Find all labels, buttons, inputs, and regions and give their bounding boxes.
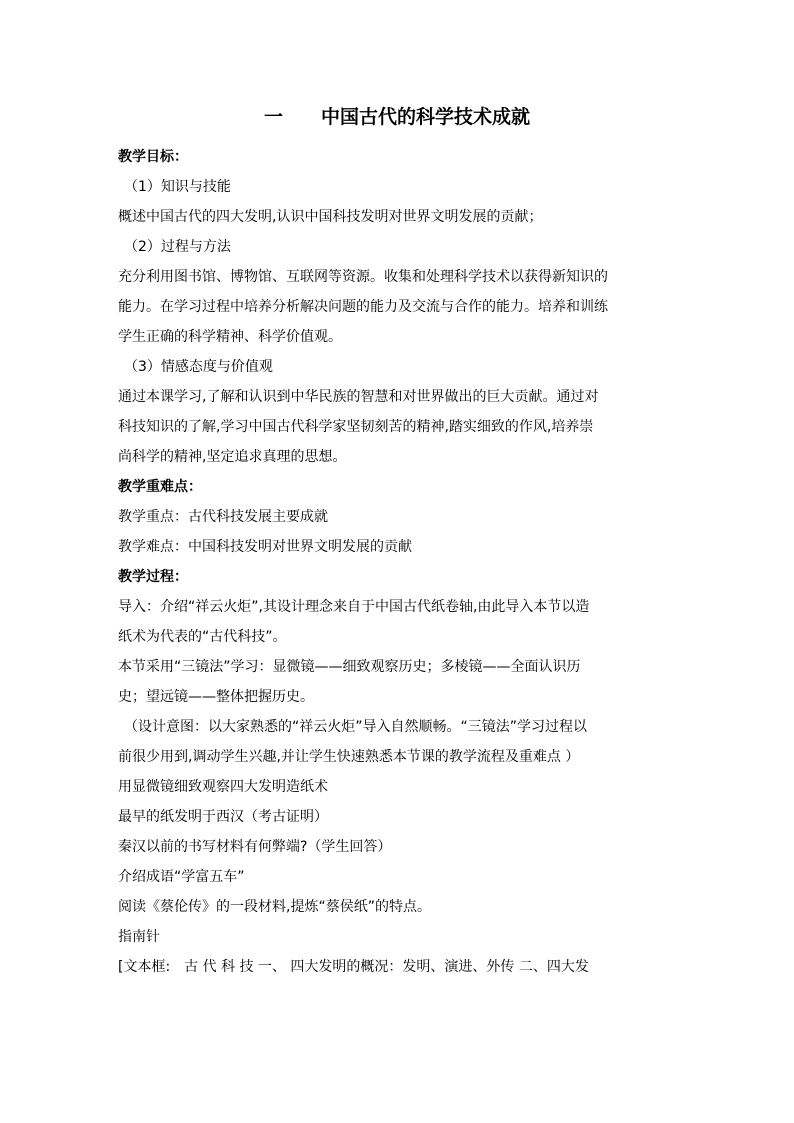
paragraph-line: 概述中国古代的四大发明,认识中国科技发明对世界文明发展的贡献； <box>118 209 543 225</box>
paragraph-line: 尚科学的精神,坚定追求真理的思想。 <box>118 449 347 465</box>
paragraph-line: 能力。在学习过程中培养分析解决问题的能力及交流与合作的能力。培养和训练 <box>118 299 608 315</box>
document-title: 一 中国古代的科学技术成就 <box>263 106 530 128</box>
paragraph-line: 本节采用“三镜法”学习：显微镜——细致观察历史；多棱镜——全面认识历 <box>118 659 581 675</box>
paragraph-line: 用显微镜细致观察四大发明造纸术 <box>118 779 328 795</box>
paragraph-line: 秦汉以前的书写材料有何弊端?（学生回答） <box>118 839 392 855</box>
paragraph-line: 纸术为代表的“古代科技”。 <box>118 629 287 645</box>
paragraph-line: 史；望远镜——整体把握历史。 <box>118 689 314 705</box>
paragraph-line: 指南针 <box>118 929 160 945</box>
paragraph-line: [文本框: 古 代 科 技 一、 四大发明的概况：发明、演进、外传 二、四大发 <box>118 959 589 975</box>
paragraph-line: 学生正确的科学精神、科学价值观。 <box>118 329 342 345</box>
section-heading: 教学过程： <box>118 569 188 585</box>
paragraph-line: （3）情感态度与价值观 <box>124 359 273 375</box>
paragraph-line: （2）过程与方法 <box>124 239 231 255</box>
paragraph-line: 前很少用到,调动学生兴趣,并让学生快速熟悉本节课的教学流程及重难点 ） <box>118 749 580 765</box>
paragraph-line: 介绍成语“学富五车” <box>118 869 245 885</box>
paragraph-line: 充分利用图书馆、博物馆、互联网等资源。收集和处理科学技术以获得新知识的 <box>118 269 608 285</box>
paragraph-line: 教学难点：中国科技发明对世界文明发展的贡献 <box>118 539 412 555</box>
paragraph-line: 导入：介绍“祥云火炬”,其设计理念来自于中国古代纸卷轴,由此导入本节以造 <box>118 599 590 615</box>
paragraph-line: 阅读《蔡伦传》的一段材料,提炼“蔡侯纸”的特点。 <box>118 899 431 915</box>
paragraph-line: 教学重点：古代科技发展主要成就 <box>118 509 328 525</box>
section-heading: 教学目标： <box>118 149 188 165</box>
section-heading: 教学重难点： <box>118 479 202 495</box>
paragraph-line: 最早的纸发明于西汉（考古证明） <box>118 809 328 825</box>
paragraph-line: 通过本课学习,了解和认识到中华民族的智慧和对世界做出的巨大贡献。通过对 <box>118 389 599 405</box>
document-body <box>118 142 680 982</box>
paragraph-line: 科技知识的了解,学习中国古代科学家坚韧刻苦的精神,踏实细致的作风,培养崇 <box>118 419 594 435</box>
paragraph-line: （设计意图：以大家熟悉的“祥云火炬”导入自然顺畅。“三镜法”学习过程以 <box>124 719 588 735</box>
paragraph-line: （1）知识与技能 <box>124 179 231 195</box>
